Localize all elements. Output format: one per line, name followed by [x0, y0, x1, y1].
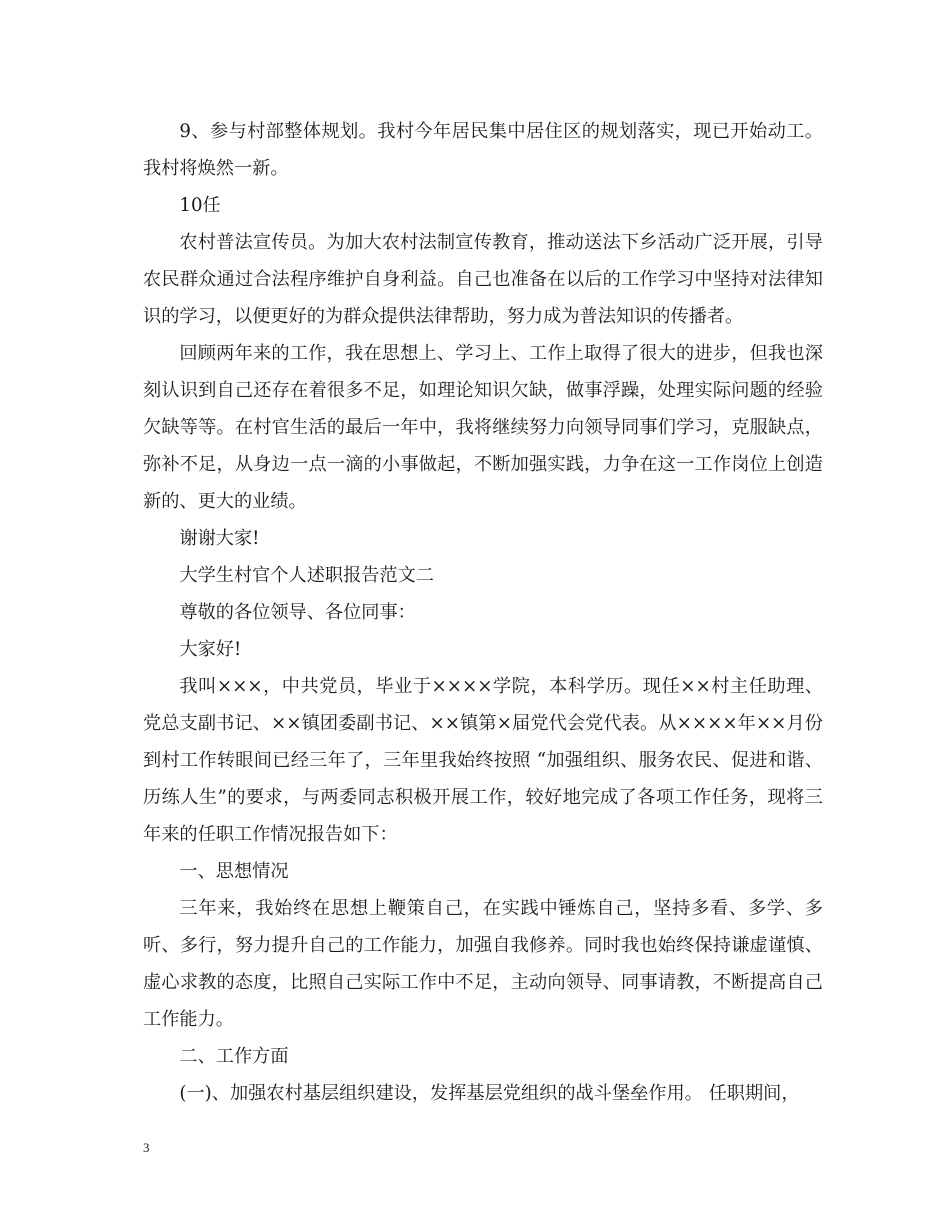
- heading-work: 二、工作方面: [179, 1046, 289, 1067]
- paragraph-village-planning: 9、参与村部整体规划。我村今年居民集中居住区的规划落实，现已开始动工。我村将焕然一新。: [143, 121, 823, 179]
- paragraph-work-one: (一)、加强农村基层组织建设，发挥基层党组织的战斗堡垒作用。 任职期间，: [179, 1083, 800, 1104]
- page-number: 3: [143, 1140, 150, 1155]
- section-title-sample-two: 大学生村官个人述职报告范文二: [179, 565, 435, 586]
- paragraph-review: 回顾两年来的工作，我在思想上、学习上、工作上取得了很大的进步，但我也深刻认识到自己还存在着很多不足，如理论知识欠缺，做事浮躁，处理实际问题的经验欠缺等等。在村官生活的最后一年中，我将继续努力向领导同事们学习，克服缺点，弥补不足，从身边一点一滴的小事做起，不断加强实践，力争在这一工作岗位上创造新的、更大的业绩。: [143, 343, 823, 512]
- paragraph-greeting: 大家好!: [179, 639, 242, 660]
- paragraph-introduction: 我叫×××，中共党员，毕业于××××学院，本科学历。现任××村主任助理、党总支副书记、××镇团委副书记、××镇第×届党代会党代表。从××××年××月份到村工作转眼间已经三年了，三年里我始终按照 “加强组织、服务农民、促进和谐、历练人生”的要求，与两委同志积极开展工作，较好地完成了各项工作任务，现将三年来的任职工作情况报告如下：: [143, 676, 823, 845]
- heading-thought: 一、思想情况: [179, 861, 289, 882]
- paragraph-thanks: 谢谢大家!: [179, 528, 260, 549]
- paragraph-salutation: 尊敬的各位领导、各位同事：: [179, 602, 416, 623]
- paragraph-thought: 三年来，我始终在思想上鞭策自己，在实践中锤炼自己，坚持多看、多学、多听、多行，努力提升自己的工作能力，加强自我修养。同时我也始终保持谦虚谨慎、虚心求教的态度，比照自己实际工作中不足，主动向领导、同事请教，不断提高自己工作能力。: [143, 898, 823, 1030]
- paragraph-legal-publicity: 农村普法宣传员。为加大农村法制宣传教育，推动送法下乡活动广泛开展，引导农民群众通过合法程序维护自身利益。自己也准备在以后的工作学习中坚持对法律知识的学习，以便更好的为群众提供法律帮助，努力成为普法知识的传播者。: [143, 232, 823, 327]
- document-body: [143, 113, 823, 1112]
- paragraph-item-10: 10任: [179, 195, 221, 216]
